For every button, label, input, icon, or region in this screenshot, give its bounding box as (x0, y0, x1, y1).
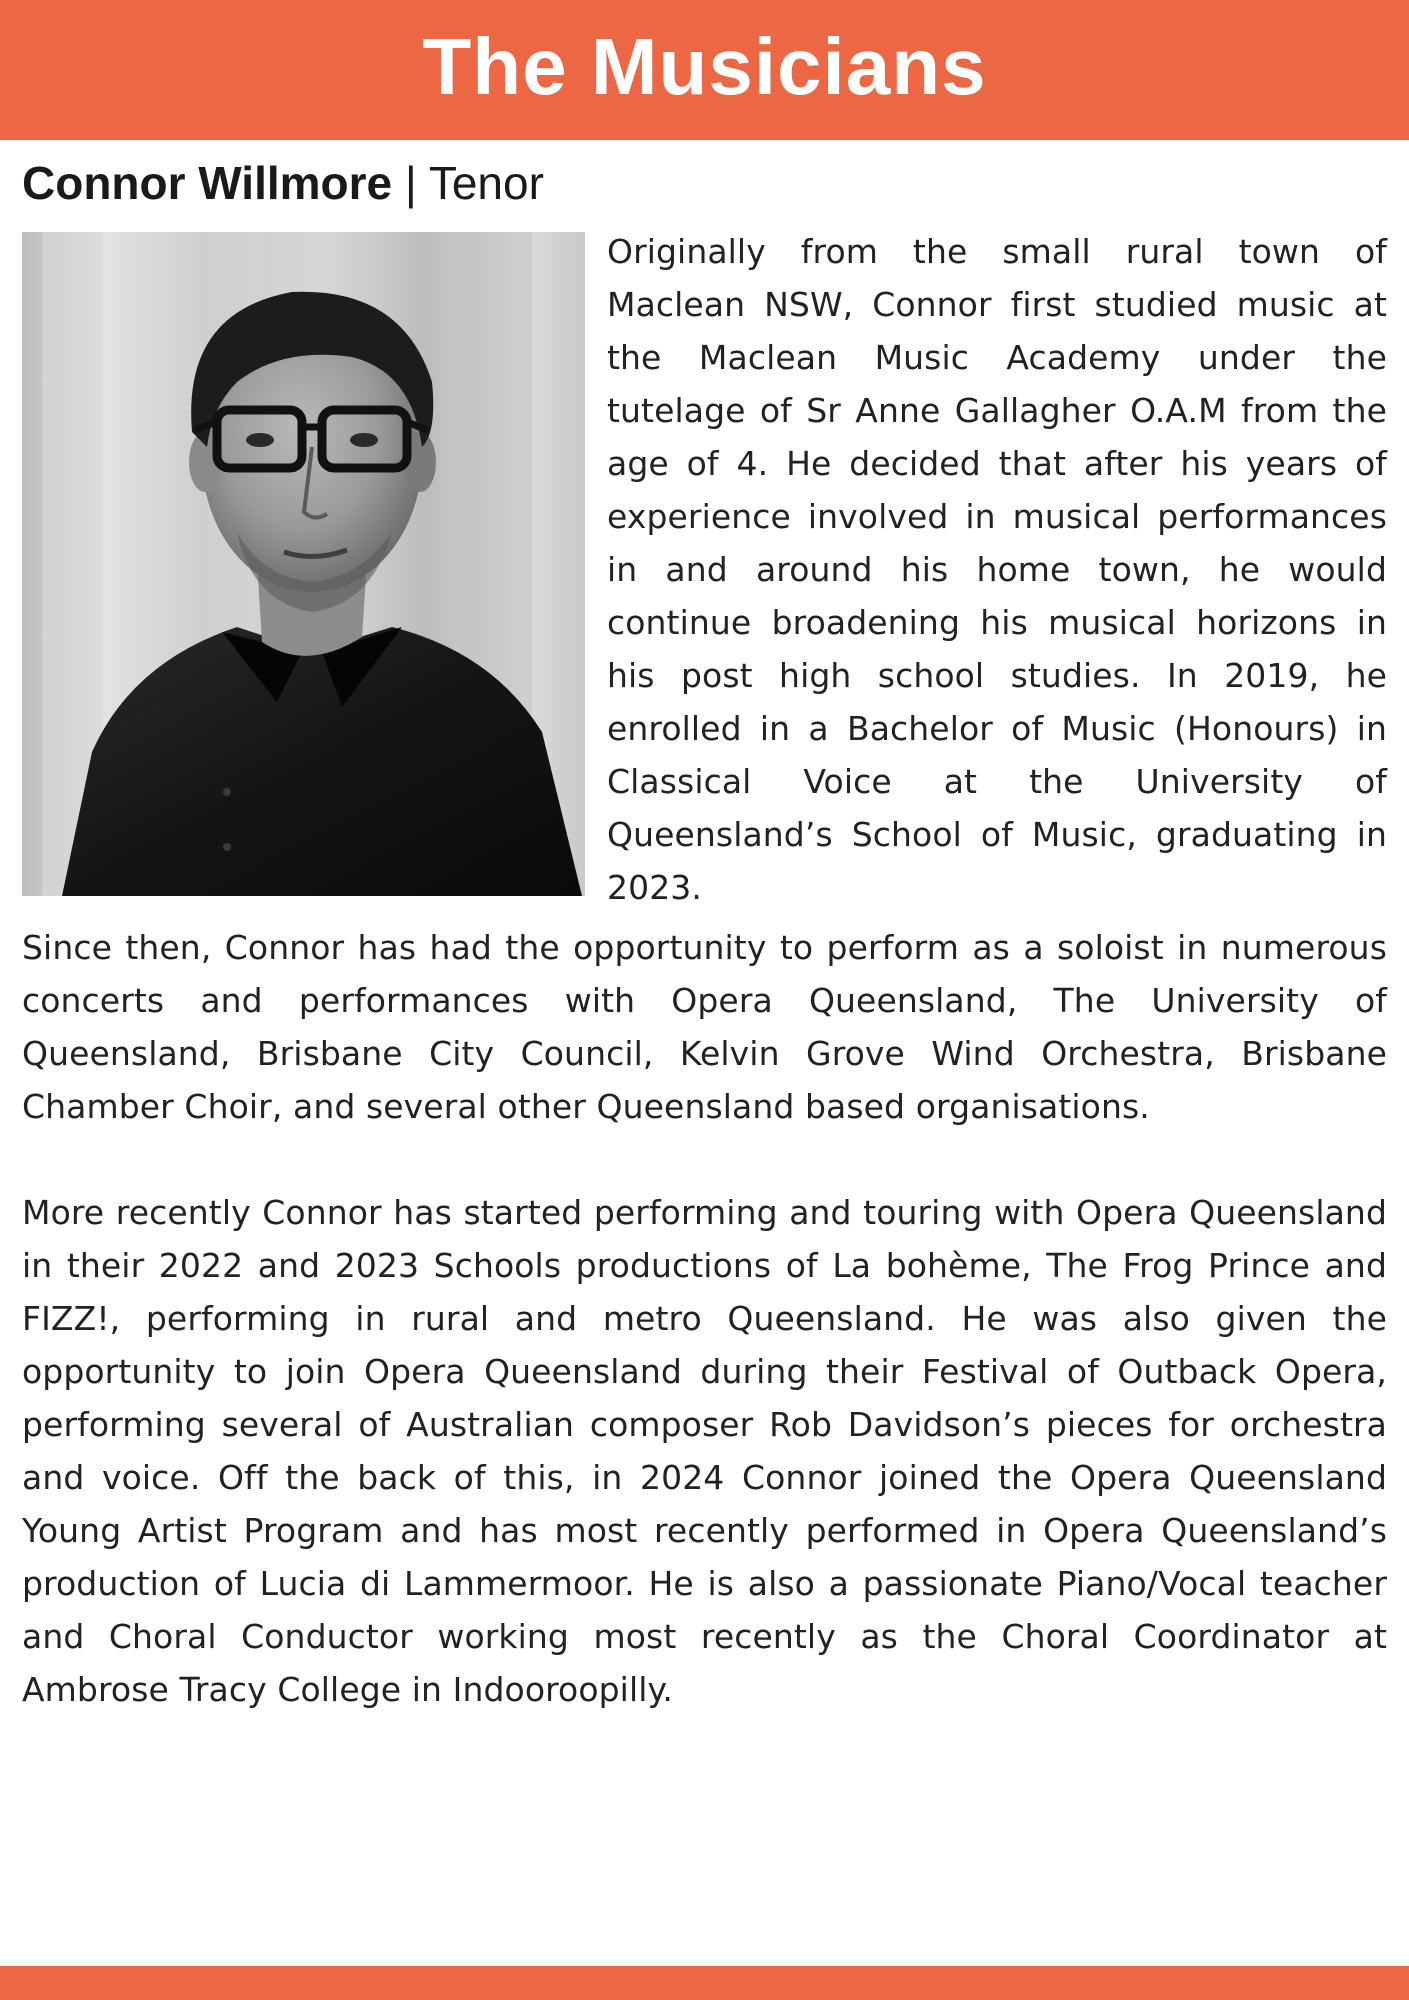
bio-paragraph-1 (22, 921, 1387, 1133)
header-banner (0, 0, 1409, 140)
musician-role: Tenor (428, 157, 544, 209)
footer-band (0, 1966, 1409, 2000)
musician-name: Connor Willmore (22, 157, 393, 209)
musician-heading (22, 150, 544, 216)
bio-paragraph-2-text: More recently Connor has started performing and touring with Opera Queensland in their 2022 and 2023 Schools productions of La bohème, The Frog Prince and FIZZ!, performing in rural and metro Queensland. He was also given the opportunity to join Opera Queensland during their Festival of Outback Opera, performing several of Australian composer Rob Davidson’s pieces for orchestra and voice. Off the back of this, in 2024 Connor joined the Opera Queensland Young Artist Program and has most recently performed in Opera Queensland’s production of Lucia di Lammermoor. He is also a passionate Piano/Vocal teacher and Choral Conductor working most recently as the Choral Coordinator at Ambrose Tracy College in Indooroopilly. (22, 1193, 1387, 1709)
bio-paragraph-1-text: Since then, Connor has had the opportunity to perform as a soloist in numerous concerts and performances with Opera Queensland, The University of Queensland, Brisbane City Council, Kelvin Grove Wind Orchestra, Brisbane Chamber Choir, and several other Queensland based organisations. (22, 928, 1387, 1126)
bio-paragraph-2 (22, 1186, 1387, 1716)
bio-intro-text: Originally from the small rural town of Maclean NSW, Connor first studied music at the Maclean Music Academy under the tutelage of Sr Anne Gallagher O.A.M from the age of 4. He decided that after his years of experience involved in musical performances in and around his home town, he would continue broadening his musical horizons in his post high school studies. In 2019, he enrolled in a Bachelor of Music (Honours) in Classical Voice at the University of Queensland’s School of Music, graduating in 2023. (607, 232, 1387, 907)
page-title: The Musicians (422, 22, 987, 111)
bio-intro (607, 225, 1387, 914)
portrait-photo-icon (22, 232, 585, 896)
heading-separator: | (404, 157, 417, 209)
